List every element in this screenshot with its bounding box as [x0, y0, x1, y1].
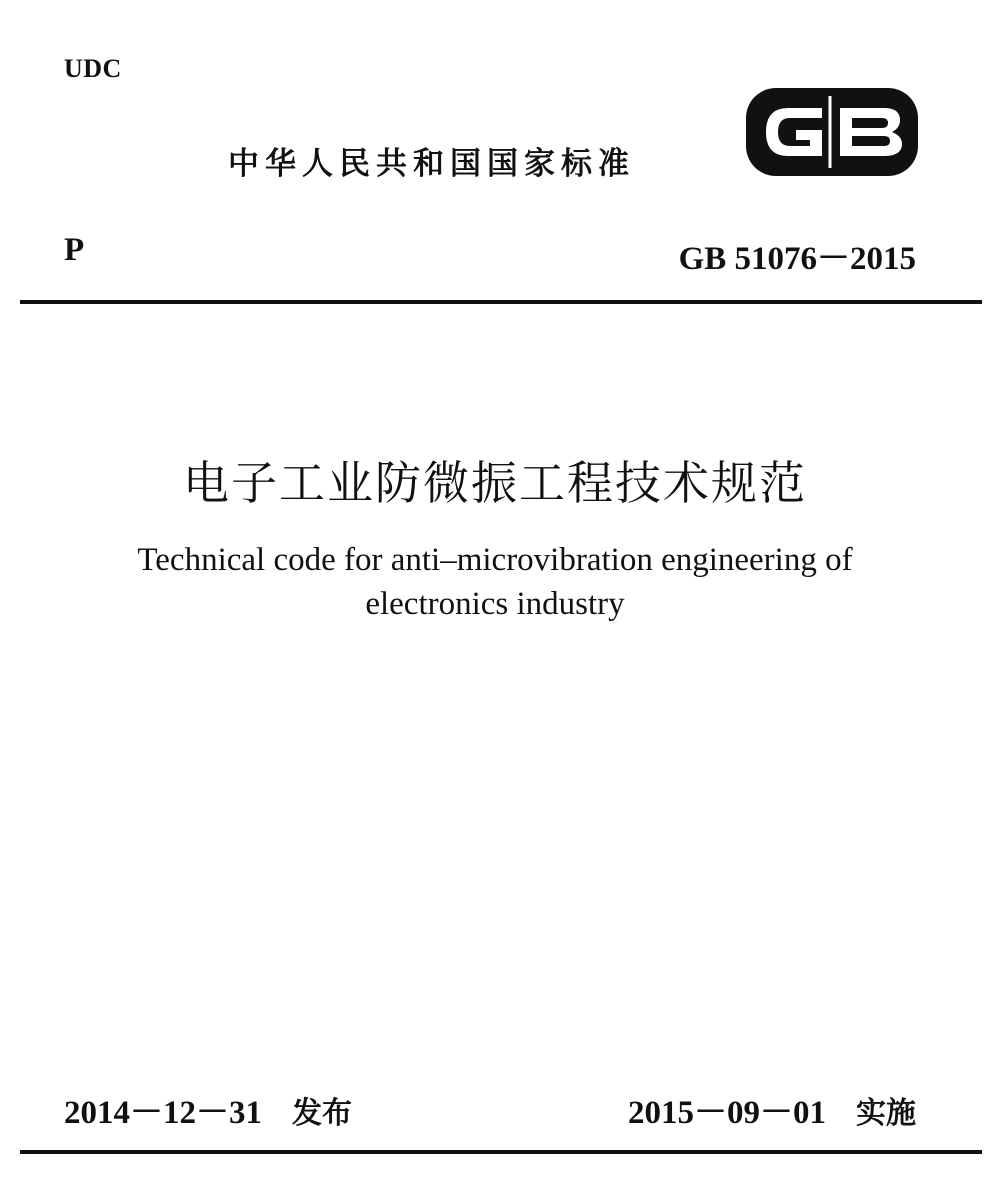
- effective-label: 实施: [856, 1096, 916, 1131]
- chinese-title: 电子工业防微振工程技术规范: [183, 456, 807, 510]
- english-title: [0, 538, 990, 626]
- english-title-line-2: electronics industry: [365, 586, 625, 622]
- effective-date: 2015－09－01: [628, 1095, 826, 1131]
- issue-date-block: [64, 1086, 352, 1133]
- standard-number: GB 51076－2015: [678, 241, 916, 277]
- bottom-divider: [20, 1150, 982, 1154]
- category-code: P: [64, 232, 85, 268]
- issue-date: 2014－12－31: [64, 1095, 262, 1131]
- effective-date-block: [628, 1086, 916, 1133]
- issue-label: 发布: [292, 1096, 352, 1131]
- gb-logo: [744, 86, 920, 178]
- english-title-line-1: Technical code for anti–microvibration engineering of: [137, 542, 853, 578]
- standard-type-title: 中华人民共和国国家标准: [228, 146, 635, 182]
- udc-label: UDC: [64, 54, 122, 83]
- top-divider: [20, 300, 982, 304]
